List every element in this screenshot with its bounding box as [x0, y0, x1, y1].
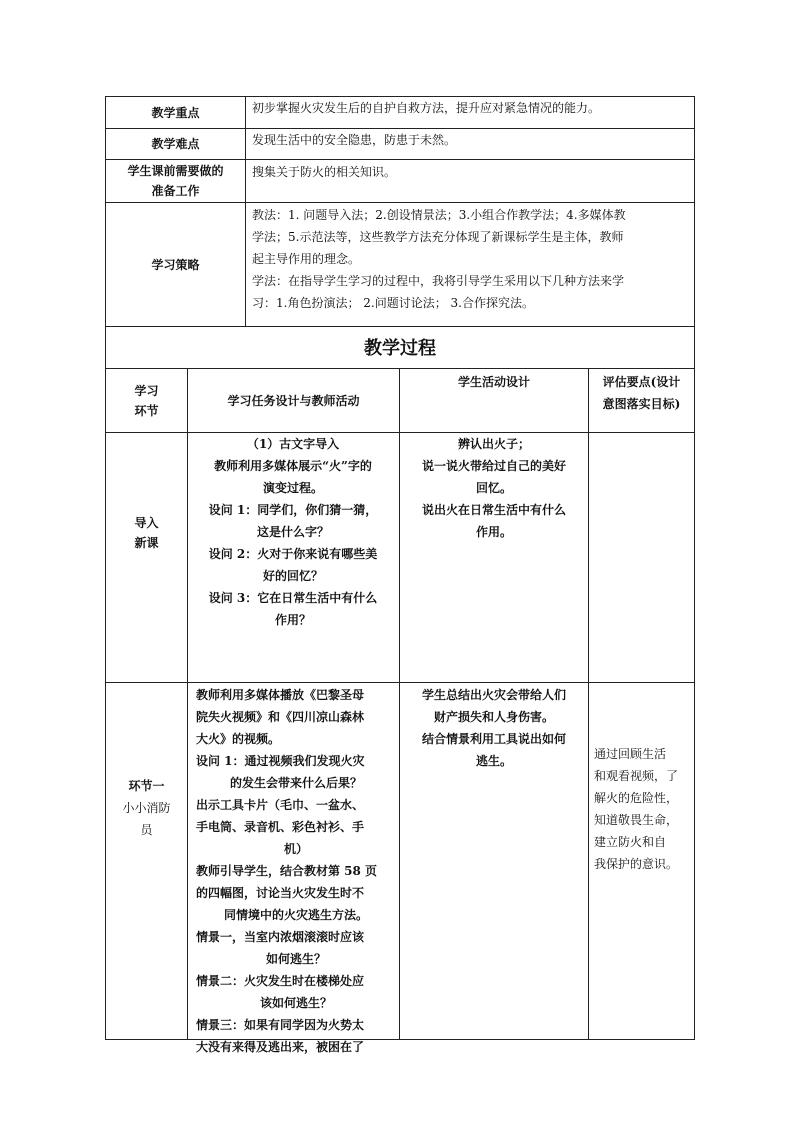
eval-firefighter: 通过回顾生活 和观看视频，了 解火的危险性， 知道敬畏生命， 建立防火和自 我保护的意识。 — [594, 747, 679, 871]
student-firefighter: 学生总结出火灾会带给人们 财产损失和人身伤害。 结合情景利用工具说出如何 逃生。 — [421, 688, 566, 768]
column-header-task: 学习任务设计与教师活动 — [227, 393, 360, 408]
task-intro: （1）古文字导入 教师利用多媒体展示“火”字的 演变过程。 设问 1：同学们，你们猜一猜， 这是什么字？ 设问 2：火对于你来说有哪些美 好的回忆？ 设问 3：它在日常生活中有什么 作用？ — [208, 437, 378, 627]
column-header-student: 学生活动设计 — [457, 375, 530, 389]
column-header-eval: 评估要点(设计 意图落实目标) — [602, 375, 681, 411]
row-content-preparation: 搜集关于防火的相关知识。 — [252, 165, 397, 179]
row-label-difficulties: 教学难点 — [151, 137, 200, 151]
row-label-preparation: 学生课前需要做的 准备工作 — [127, 164, 224, 198]
row-content-strategy: 教法：1. 问题导入法；2.创设情景法；3.小组合作教学法；4.多媒体教 学法；5.示范法等，这些教学方法充分体现了新课标学生是主体，教师 起主导作用的理念。 学法：在指导学生学习的过程中，我将引导学生采用以下几种方法来学 习：1.角色扮演法； 2.问题讨论法； 3.合作探究法。 — [252, 208, 626, 310]
student-intro: 辨认出火子； 说一说火带给过自己的美好 回忆。 说出火在日常生活中有什么 作用。 — [421, 437, 566, 539]
column-header-stage: 学习 环节 — [134, 383, 159, 418]
row-label-key-points: 教学重点 — [151, 105, 200, 120]
row-label-strategy: 学习策略 — [151, 257, 200, 272]
task-firefighter: 教师利用多媒体播放《巴黎圣母 院失火视频》和《四川凉山森林 大火》的视频。 设问 1：通过视频我们发现火灾 的发生会带来什么后果？ 出示工具卡片（毛巾、一盆水、 手电筒、录音机、彩色衬衫、手 机） 教师引导学生，结合教材第 58 页 的四幅图，讨论当火灾发生时不 同情境中的火灾逃生方法。 情景一，当室内浓烟滚滚时应该 如何逃生？ 情景二：火灾发生时在楼梯处应 该如何逃生？ 情景三：如果有同学因为火势太 大没有来得及逃出来，被困在了 — [196, 688, 378, 1054]
section-title: 教学过程 — [364, 338, 436, 359]
row-content-key-points: 初步掌握火灾发生后的自护自救方法，提升应对紧急情况的能力。 — [252, 101, 601, 115]
stage-firefighter: 环节一 小小消防 员 — [122, 779, 171, 837]
stage-intro: 导入 新课 — [134, 516, 159, 550]
row-content-difficulties: 发现生活中的安全隐患，防患于未然。 — [252, 133, 457, 147]
